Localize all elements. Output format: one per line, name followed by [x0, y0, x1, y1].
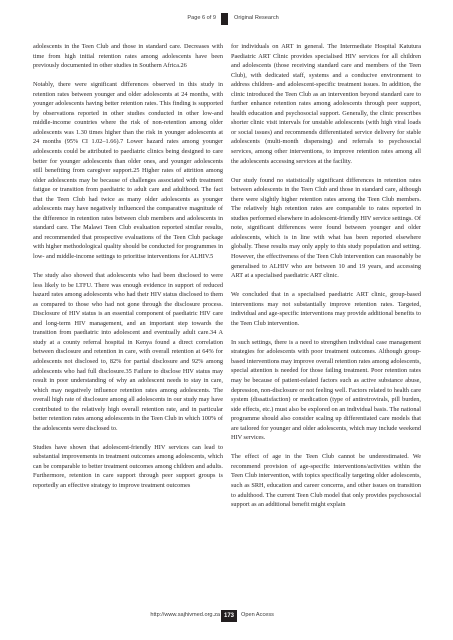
- right-text-column: [231, 42, 421, 510]
- page-header: [0, 13, 453, 27]
- page-footer: [0, 610, 453, 624]
- paragraph: Our study found no statistically significant differences in retention rates between adolescents in the Teen Club and those in standard care, although there were slightly higher retention rates among the Teen Club members. The relatively high retention rates are comparable to rates reported in studies performed elsewhere in adolescent-friendly HIV service settings. Of note, significant differences were found between younger and older adolescents, which is in line with what has been reported elsewhere globally. These results may only apply to this study population and setting. However, the effectiveness of the Teen Club intervention can reasonably be generalised to ALHIV who are between 10 and 19 years, and accessing ART at a specialised paediatric ART clinic.: [231, 176, 421, 280]
- paragraph: The effect of age in the Teen Club cannot be underestimated. We recommend provision of age-specific interventions/activities within the Teen Club intervention, with topics specifically targeting older adolescents, such as SRH, education and career concerns, and other issues on transition to adulthood. The current Teen Club model that only provides psychosocial support as an additional benefit might explain: [231, 453, 421, 509]
- paragraph: We concluded that in a specialised paediatric ART clinic, group-based interventions may not substantially improve retention rates. Targeted, individual and age-specific interventions may provide additional benefits to the Teen Club intervention.: [231, 291, 421, 327]
- page-label: Page 6 of 9: [187, 15, 216, 21]
- left-text-column: [33, 42, 223, 491]
- open-access-label: Open Access: [241, 612, 274, 618]
- paragraph: The study also showed that adolescents who had been disclosed to were less likely to be LTFU. There was enough evidence in support of reduced hazard rates among adolescents who had their HIV status disclosed to them as compared to those who had not gone through the disclosure process. Disclosure of HIV status is an essential component of paediatric HIV care and long-term HIV management, and an important step towards the transition from paediatric into adolescent and eventually adult care.34 A study at a county referral hospital in Kenya found a direct correlation between disclosure and retention in care, with overall retention at 64% for adolescents not disclosed to, 82% for partial disclosure and 92% among adolescents who had full disclosure.35 Failure to disclose HIV status may result in poor understanding of why an adolescent needs to stay in care, which may negatively influence retention rates among adolescents. The overall high rate of disclosure among all adolescents in our study may have contributed to the relatively high overall retention rate, and in particular better retention rates among adolescents in the Teen Club in which 100% of the adolescents were disclosed to.: [33, 272, 223, 432]
- paragraph: Studies have shown that adolescent-friendly HIV services can lead to substantial improvements in treatment outcomes among adolescents, which can be comparable to better treatment outcomes among children and adults. Furthermore, retention in care support through peer support groups is reportedly an effective strategy to improve treatment outcomes: [33, 443, 223, 490]
- paragraph: for individuals on ART in general. The Intermediate Hospital Katutura Paediatric ART Clinic provides specialised HIV services for all children and adolescents (those receiving standard care and members of the Teen Club), with dedicated staff, systems and a conducive environment to address children- and adolescent-specific treatment issues. In addition, the clinic introduced the Teen Club as an intervention beyond standard care to further enhance retention rates among adolescents through peer support, health education and psychosocial support. Generally, the clinic prescribes shorter clinic visit intervals for unstable adolescents (with high viral loads or social issues) and recommends differentiated service delivery for stable adolescents (multi-month dispensing) and referrals to psychosocial services, among other interventions, to improve retention rates among all the adolescents accessing services at the facility.: [231, 43, 421, 165]
- paragraph: Notably, there were significant differences observed in this study in retention rates between younger and older adolescents at 24 months, with younger adolescents having better retention rates. This finding is supported by observations reported in other studies conducted in other low-and middle-income countries where the risk of non-retention among older adolescents was 1.30 times higher than the risk in younger adolescents at 24 months (95% CI 1.02–1.66).7 Lower hazard rates among younger adolescents could be attributed to paediatric clinics being designed to care better for younger adolescents than older ones, and younger adolescents still benefiting from caregiver support.25 Higher rates of attrition among older adolescents may be because of challenges associated with treatment fatigue or transition from paediatric to adult care and adulthood. The fact that the Teen Club had twice as many older adolescents as younger adolescents may have negatively influenced the comparative magnitude of the difference in retention rates between club members and adolescents in standard care. The Malawi Teen Club evaluation reported similar results, and recommended that prospective evaluations of the Teen Club package with higher methodological quality should be conducted for programmes in low- and middle-income settings to prioritise interventions for ALHIV.5: [33, 81, 223, 260]
- header-divider-block: [221, 13, 228, 25]
- paragraph: adolescents in the Teen Club and those in standard care. Decreases with time from high initial retention rates among adolescents have been previously documented in other studies in Southern Africa.26: [33, 43, 223, 70]
- page-number: 173: [221, 610, 237, 622]
- article-type-label: Original Research: [234, 15, 279, 21]
- paragraph: In such settings, there is a need to strengthen individual case management strategies for adolescents with poor treatment outcomes. Although group-based interventions may improve overall retention rates among adolescents, special attention is needed for those failing treatment. Poor retention rates may be because of patient-related factors such as active substance abuse, depression, non-disclosure or not feeling well. Factors related to health care system (dissatisfaction) or medication (type of antiretrovirals, pill burden, side effects, etc.) must also be explored on an individual basis. The national programme should also consider scaling up differentiated care models that are tailored for younger and older adolescents, which may include weekend HIV services.: [231, 338, 421, 442]
- journal-url-link[interactable]: http://www.sajhivmed.org.za: [150, 612, 220, 618]
